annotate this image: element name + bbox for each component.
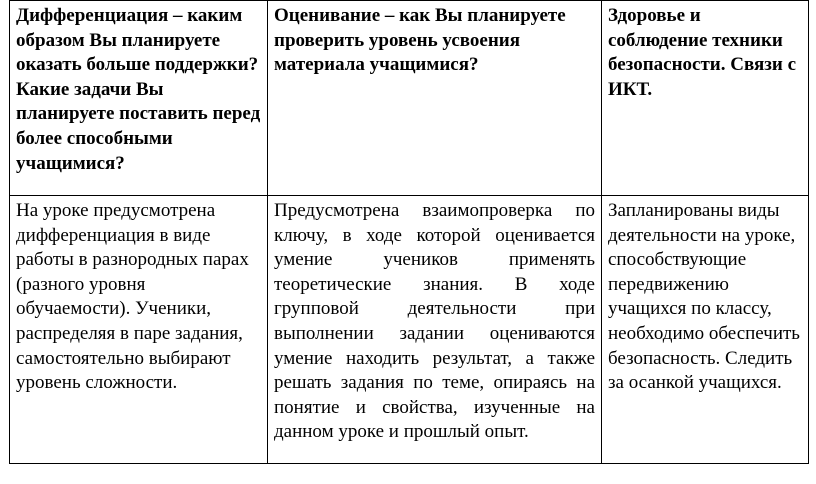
table-header: [10, 1, 809, 196]
table-header-row: [10, 1, 809, 196]
cell-health-safety-ict: Запланированы виды деятельности на уроке, способствующие передвижению учащихся по классу, необходимо обеспечить безопасность. Следить за осанкой учащихся.: [602, 196, 809, 464]
lesson-plan-table: [9, 0, 809, 464]
table-row: [10, 196, 809, 464]
header-health-safety-ict: Здоровье и соблюдение техники безопасности. Связи с ИКТ.: [602, 1, 809, 196]
header-assessment: Оценивание – как Вы планируете проверить уровень усвоения материала учащимися?: [268, 1, 602, 196]
header-differentiation: Дифференциация – каким образом Вы планируете оказать больше поддержки? Какие задачи Вы планируете поставить перед более способными учащимися?: [10, 1, 268, 196]
cell-differentiation: На уроке предусмотрена дифференциация в виде работы в разнородных парах (разного уровня обучаемости). Ученики, распределяя в паре задания, самостоятельно выбирают уровень сложности.: [10, 196, 268, 464]
table-body: [10, 196, 809, 464]
cell-assessment: Предусмотрена взаимопроверка по ключу, в ходе которой оценивается умение учеников применять теоретические знания. В ходе групповой деятельности при выполнении задании оцениваются умение находить результат, а также решать задания по теме, опираясь на понятие и свойства, изученные на данном уроке и прошлый опыт.: [268, 196, 602, 464]
